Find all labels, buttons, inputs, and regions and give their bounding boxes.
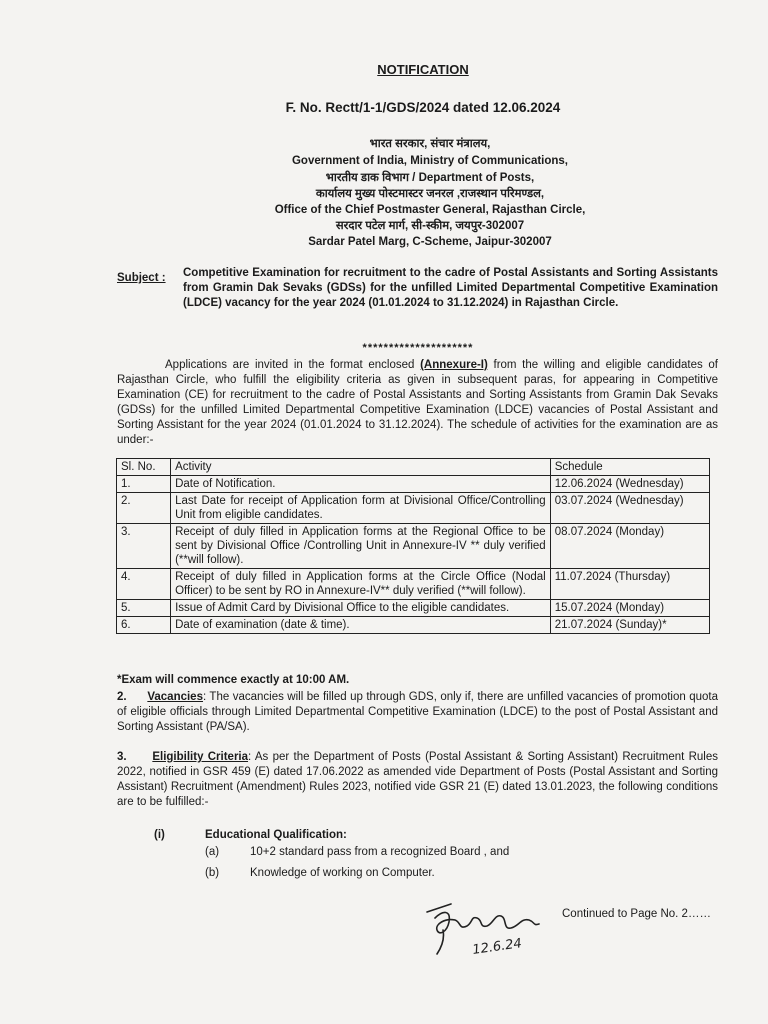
vacancies-number: 2. — [117, 691, 127, 703]
row-activity: Date of Notification. — [171, 476, 551, 493]
address-line-street: Sardar Patel Marg, C-Scheme, Jaipur-302007 — [308, 236, 552, 248]
annexure-reference: (Annexure-I) — [420, 359, 488, 371]
row-activity: Issue of Admit Card by Divisional Office to the eligible candidates. — [171, 600, 551, 617]
separator-stars: ********************* — [362, 342, 474, 354]
row-schedule: 12.06.2024 (Wednesday) — [550, 476, 709, 493]
header-activity: Activity — [171, 459, 551, 476]
table-row — [117, 524, 710, 569]
table-row — [117, 476, 710, 493]
intro-text-after: from the willing and eligible candidates of Rajasthan Circle, who fulfill the eligibility criteria as given in subsequent paras, for appearing in Competitive Examination (CE) for recruitment to the cadre of Postal Assistants and Sorting Assistants from Gramin Dak Sevaks (GDSs) for the unfilled Limited Departmental Competitive Examination (LDCE) vacancies of Postal Assistant and Sorting Assistant for the year 2024 (01.01.2024 to 31.12.2024). The schedule of activities for the examination are as under:- — [117, 359, 718, 446]
row-activity: Date of examination (date & time). — [171, 617, 551, 634]
header-sl-no: Sl. No. — [117, 459, 171, 476]
schedule-table — [116, 458, 710, 634]
education-item-a-text: 10+2 standard pass from a recognized Board , and — [250, 846, 510, 858]
notification-title: NOTIFICATION — [377, 62, 469, 77]
address-line-govt: Government of India, Ministry of Communications, — [291, 155, 569, 167]
subject-label: Subject : — [117, 272, 166, 284]
address-line-dept: भारतीय डाक विभाग / Department of Posts, — [325, 172, 535, 184]
row-activity: Last Date for receipt of Application form at Divisional Office/Controlling Unit from eligible candidates. — [171, 493, 551, 524]
row-schedule: 08.07.2024 (Monday) — [550, 524, 709, 569]
row-sl-no: 6. — [117, 617, 171, 634]
row-schedule: 21.07.2024 (Sunday)* — [550, 617, 709, 634]
row-sl-no: 1. — [117, 476, 171, 493]
subject-text: Competitive Examination for recruitment to the cadre of Postal Assistants and Sorting Assistants from Gramin Dak Sevaks (GDSs) for the unfilled Limited Departmental Competitive Examination (LDCE) vacancy for the year 2024 (01.01.2024 to 31.12.2024) in Rajasthan Circle. — [183, 267, 718, 309]
table-row — [117, 600, 710, 617]
address-line-hindi-street: सरदार पटेल मार्ग, सी-स्कीम, जयपुर-302007 — [335, 220, 525, 232]
signature-image — [415, 896, 550, 966]
eligibility-number: 3. — [117, 751, 127, 763]
signature-date: 12.6.24 — [471, 936, 523, 958]
row-sl-no: 2. — [117, 493, 171, 524]
intro-text-before: Applications are invited in the format enclosed — [165, 359, 421, 371]
address-line-hindi-govt: भारत सरकार, संचार मंत्रालय, — [369, 138, 491, 150]
address-line-office: Office of the Chief Postmaster General, Rajasthan Circle, — [274, 204, 586, 216]
vacancies-paragraph — [117, 690, 718, 735]
row-schedule: 15.07.2024 (Monday) — [550, 600, 709, 617]
row-sl-no: 5. — [117, 600, 171, 617]
table-row — [117, 493, 710, 524]
education-item-a-label: (a) — [205, 846, 220, 858]
file-number: F. No. Rectt/1-1/GDS/2024 dated 12.06.2024 — [285, 100, 561, 115]
row-activity: Receipt of duly filled in Application forms at the Circle Office (Nodal Officer) to be sent by RO in Annexure-IV** duly verified (**will follow). — [171, 569, 551, 600]
education-number: (i) — [154, 829, 165, 841]
education-item-b-label: (b) — [205, 867, 220, 879]
eligibility-paragraph — [117, 750, 718, 810]
row-schedule: 03.07.2024 (Wednesday) — [550, 493, 709, 524]
vacancies-text: : The vacancies will be filled up through GDS, only if, there are unfilled vacancies of promotion quota of eligible officials through Limited Departmental Competitive Examination (LDCE) to the post of Postal Assistant and Sorting Assistant (PA/SA). — [117, 691, 718, 733]
continued-note: Continued to Page No. 2…… — [562, 908, 711, 920]
row-sl-no: 4. — [117, 569, 171, 600]
row-sl-no: 3. — [117, 524, 171, 569]
education-heading: Educational Qualification: — [205, 829, 347, 841]
vacancies-heading: Vacancies — [147, 691, 203, 703]
table-row — [117, 569, 710, 600]
row-schedule: 11.07.2024 (Thursday) — [550, 569, 709, 600]
eligibility-text: : As per the Department of Posts (Postal Assistant & Sorting Assistant) Recruitment Rules 2022, notified in GSR 459 (E) dated 17.06.2022 as amended vide Department of Posts (Postal Assistant and Sorting Assistant) Recruitment (Amendment) Rules 2023, notified vide GSR 21 (E) dated 13.01.2023, the following conditions are to be fulfilled:- — [117, 751, 719, 808]
address-line-hindi-office: कार्यालय मुख्य पोस्टमास्टर जनरल ,राजस्थान परिमण्डल, — [315, 188, 545, 200]
eligibility-heading: Eligibility Criteria — [152, 751, 249, 763]
education-item-b-text: Knowledge of working on Computer. — [250, 867, 435, 879]
table-header-row — [117, 459, 710, 476]
exam-time-note: *Exam will commence exactly at 10:00 AM. — [117, 674, 350, 686]
intro-paragraph — [117, 358, 718, 448]
header-schedule: Schedule — [550, 459, 709, 476]
row-activity: Receipt of duly filled in Application forms at the Regional Office to be sent by Divisional Office /Controlling Unit in Annexure-IV ** duly verified (**will follow). — [171, 524, 551, 569]
table-row — [117, 617, 710, 634]
